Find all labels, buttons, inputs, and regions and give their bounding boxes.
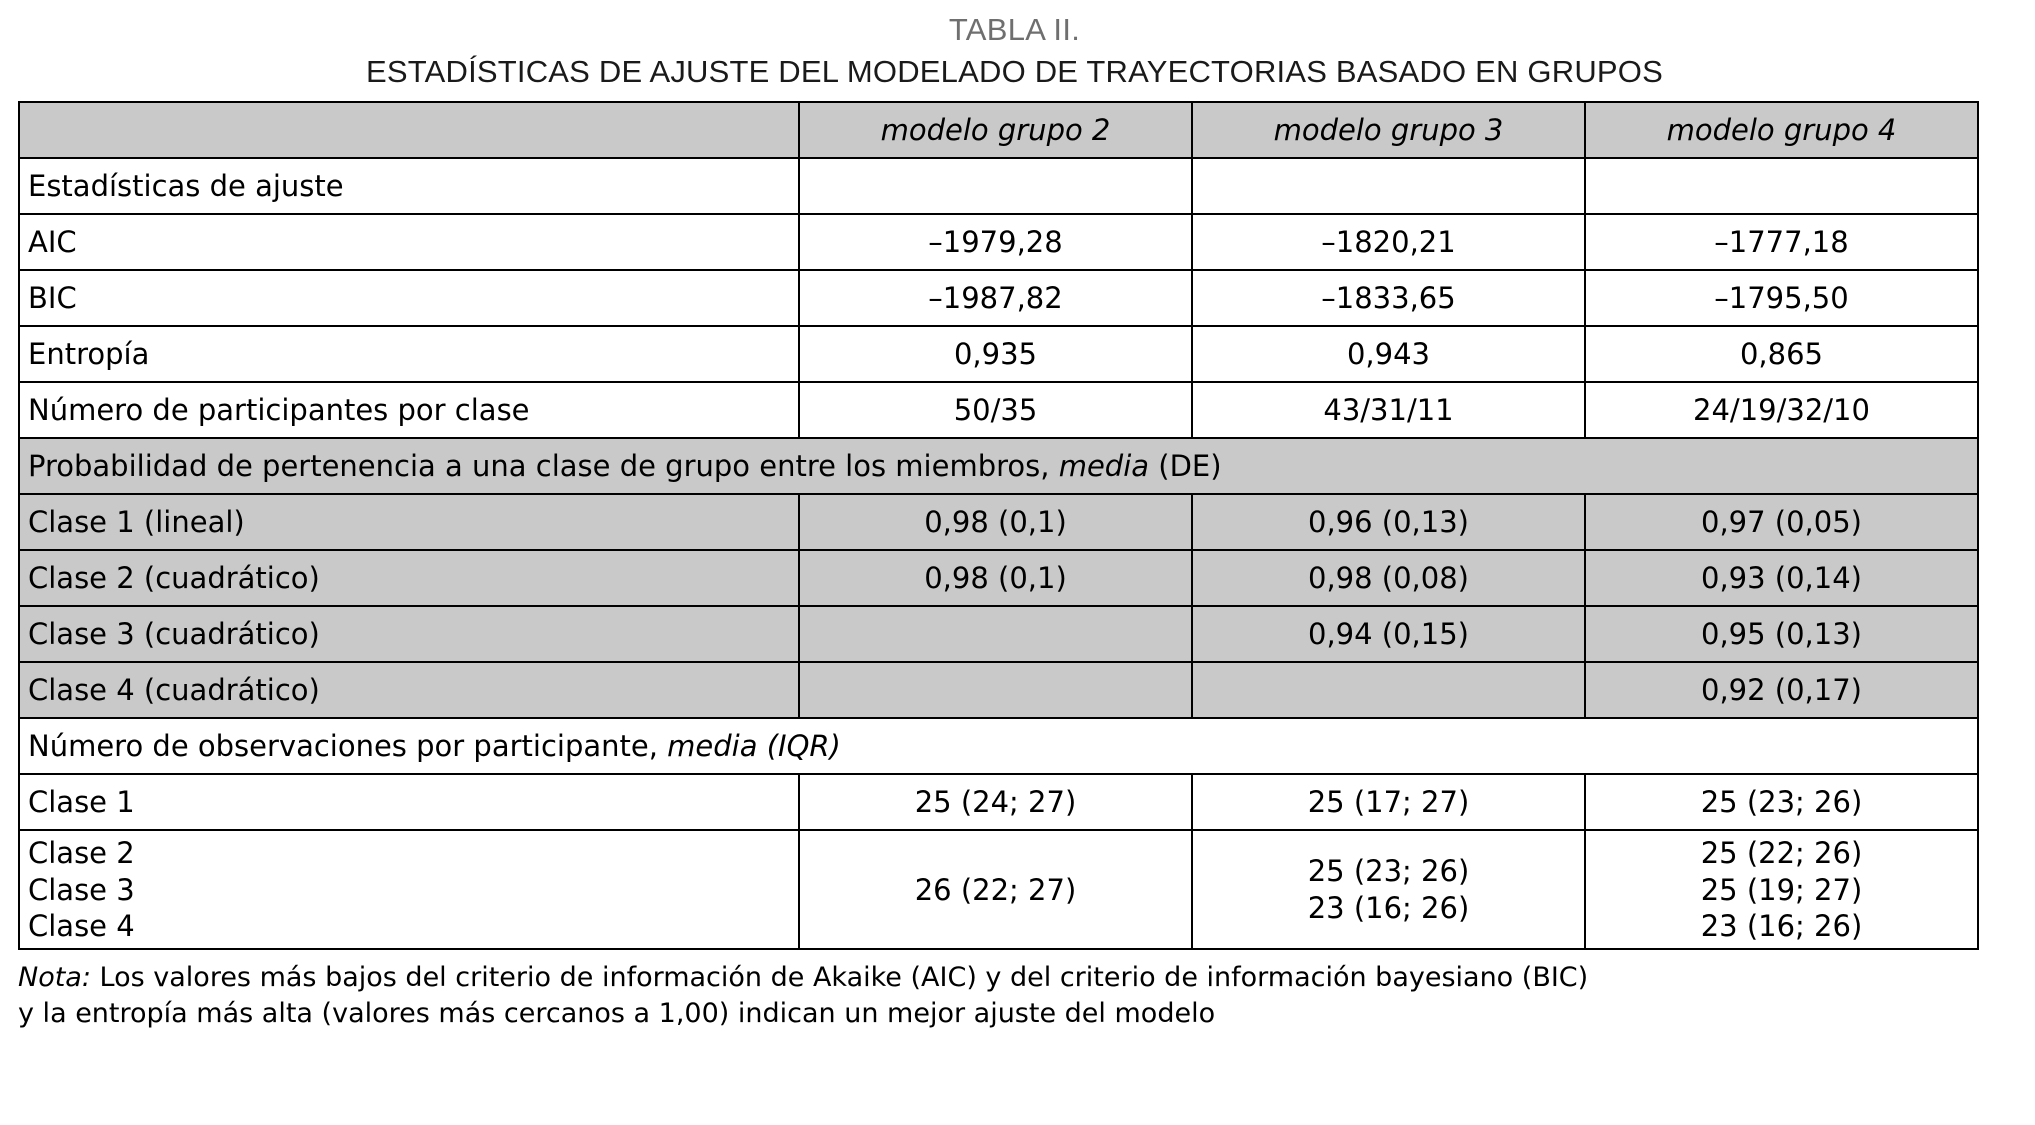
table-body bbox=[19, 158, 1978, 949]
row-value-model-3: 0,96 (0,13) bbox=[1192, 494, 1585, 550]
row-value-model-2: 25 (24; 27) bbox=[799, 774, 1192, 830]
row-value-model-2 bbox=[799, 662, 1192, 718]
row-label: Entropía bbox=[19, 326, 799, 382]
row-value: 25 (19; 27) bbox=[1700, 872, 1863, 907]
row-label: Clase 4 bbox=[28, 908, 135, 943]
row-value-model-3 bbox=[1192, 158, 1585, 214]
row-value-model-4: 0,95 (0,13) bbox=[1585, 606, 1978, 662]
header-cell-model-4: modelo grupo 4 bbox=[1585, 102, 1978, 158]
row-value-model-2: 0,98 (0,1) bbox=[799, 494, 1192, 550]
row-value-model-2: –1979,28 bbox=[799, 214, 1192, 270]
row-value: 26 (22; 27) bbox=[914, 872, 1077, 907]
row-value-model-2: –1987,82 bbox=[799, 270, 1192, 326]
note-prefix: Nota: bbox=[18, 962, 91, 994]
table-header bbox=[19, 102, 1978, 158]
table-row bbox=[19, 214, 1978, 270]
table-row bbox=[19, 158, 1978, 214]
row-value: 25 (23; 26) bbox=[1307, 854, 1470, 889]
row-value-model-2 bbox=[799, 606, 1192, 662]
note-line-2: y la entropía más alta (valores más cercanos a 1,00) indican un mejor ajuste del modelo bbox=[18, 997, 1216, 1029]
table-note bbox=[18, 960, 2011, 1031]
section-text-plain: Número de observaciones por participante, bbox=[28, 729, 668, 764]
row-label: Clase 3 bbox=[28, 872, 135, 907]
table-row bbox=[19, 774, 1978, 830]
row-value-model-4: –1777,18 bbox=[1585, 214, 1978, 270]
table-section-row bbox=[19, 438, 1978, 494]
row-value-model-3 bbox=[1192, 662, 1585, 718]
row-value-model-2: 50/35 bbox=[799, 382, 1192, 438]
table-number: TABLA II. bbox=[948, 12, 1081, 47]
row-label: Número de participantes por clase bbox=[19, 382, 799, 438]
table-header-row bbox=[19, 102, 1978, 158]
row-value-model-3: 0,94 (0,15) bbox=[1192, 606, 1585, 662]
table-title-block bbox=[18, 10, 2011, 91]
row-value-model-4: 24/19/32/10 bbox=[1585, 382, 1978, 438]
row-value-model-3: 25 (17; 27) bbox=[1192, 774, 1585, 830]
row-label: Clase 2 bbox=[28, 836, 135, 871]
row-label: Clase 1 (lineal) bbox=[19, 494, 799, 550]
header-cell-model-2: modelo grupo 2 bbox=[799, 102, 1192, 158]
row-label: Clase 3 (cuadrático) bbox=[19, 606, 799, 662]
row-label: AIC bbox=[19, 214, 799, 270]
row-value-model-2-group bbox=[799, 830, 1192, 949]
row-label: BIC bbox=[19, 270, 799, 326]
row-value-model-4: 25 (23; 26) bbox=[1585, 774, 1978, 830]
row-value-model-4: 0,865 bbox=[1585, 326, 1978, 382]
row-value-model-4: –1795,50 bbox=[1585, 270, 1978, 326]
table-row bbox=[19, 494, 1978, 550]
section-header-membership bbox=[19, 438, 1978, 494]
row-value-model-4-group bbox=[1585, 830, 1978, 949]
table-row bbox=[19, 270, 1978, 326]
section-header-observations bbox=[19, 718, 1978, 774]
note-text-1: Los valores más bajos del criterio de información de Akaike (AIC) y del criterio de información bayesiano (BIC) bbox=[90, 962, 1589, 994]
note-line-1 bbox=[18, 960, 2011, 996]
section-text-plain: Probabilidad de pertenencia a una clase de grupo entre los miembros, bbox=[28, 449, 1059, 484]
row-value-model-2: 0,935 bbox=[799, 326, 1192, 382]
table-caption: ESTADÍSTICAS DE AJUSTE DEL MODELADO DE TRAYECTORIAS BASADO EN GRUPOS bbox=[366, 53, 1663, 89]
table-section-row bbox=[19, 718, 1978, 774]
table-row bbox=[19, 550, 1978, 606]
row-value-model-3-group bbox=[1192, 830, 1585, 949]
row-value: 23 (16; 26) bbox=[1700, 908, 1863, 943]
row-value-model-3: 43/31/11 bbox=[1192, 382, 1585, 438]
row-value-model-4: 0,92 (0,17) bbox=[1585, 662, 1978, 718]
table-row bbox=[19, 662, 1978, 718]
section-text-italic: media bbox=[1058, 449, 1150, 484]
row-value-model-4 bbox=[1585, 158, 1978, 214]
row-label: Estadísticas de ajuste bbox=[19, 158, 799, 214]
row-value-model-4: 0,97 (0,05) bbox=[1585, 494, 1978, 550]
row-label: Clase 1 bbox=[19, 774, 799, 830]
section-text-tail: (DE) bbox=[1149, 449, 1222, 484]
row-label: Clase 2 (cuadrático) bbox=[19, 550, 799, 606]
table-row bbox=[19, 326, 1978, 382]
fit-statistics-table bbox=[18, 101, 1979, 950]
header-cell-empty bbox=[19, 102, 799, 158]
table-row bbox=[19, 606, 1978, 662]
table-row-multiline bbox=[19, 830, 1978, 949]
row-value-model-3: –1820,21 bbox=[1192, 214, 1585, 270]
row-value-model-4: 0,93 (0,14) bbox=[1585, 550, 1978, 606]
header-cell-model-3: modelo grupo 3 bbox=[1192, 102, 1585, 158]
section-text-italic: media (IQR) bbox=[667, 729, 841, 764]
row-label: Clase 4 (cuadrático) bbox=[19, 662, 799, 718]
row-value: 25 (22; 26) bbox=[1700, 836, 1863, 871]
row-label-group bbox=[19, 830, 799, 949]
row-value-model-3: 0,943 bbox=[1192, 326, 1585, 382]
row-value-model-2: 0,98 (0,1) bbox=[799, 550, 1192, 606]
row-value-model-3: 0,98 (0,08) bbox=[1192, 550, 1585, 606]
row-value-model-2 bbox=[799, 158, 1192, 214]
row-value: 23 (16; 26) bbox=[1307, 890, 1470, 925]
table-row bbox=[19, 382, 1978, 438]
row-value-model-3: –1833,65 bbox=[1192, 270, 1585, 326]
